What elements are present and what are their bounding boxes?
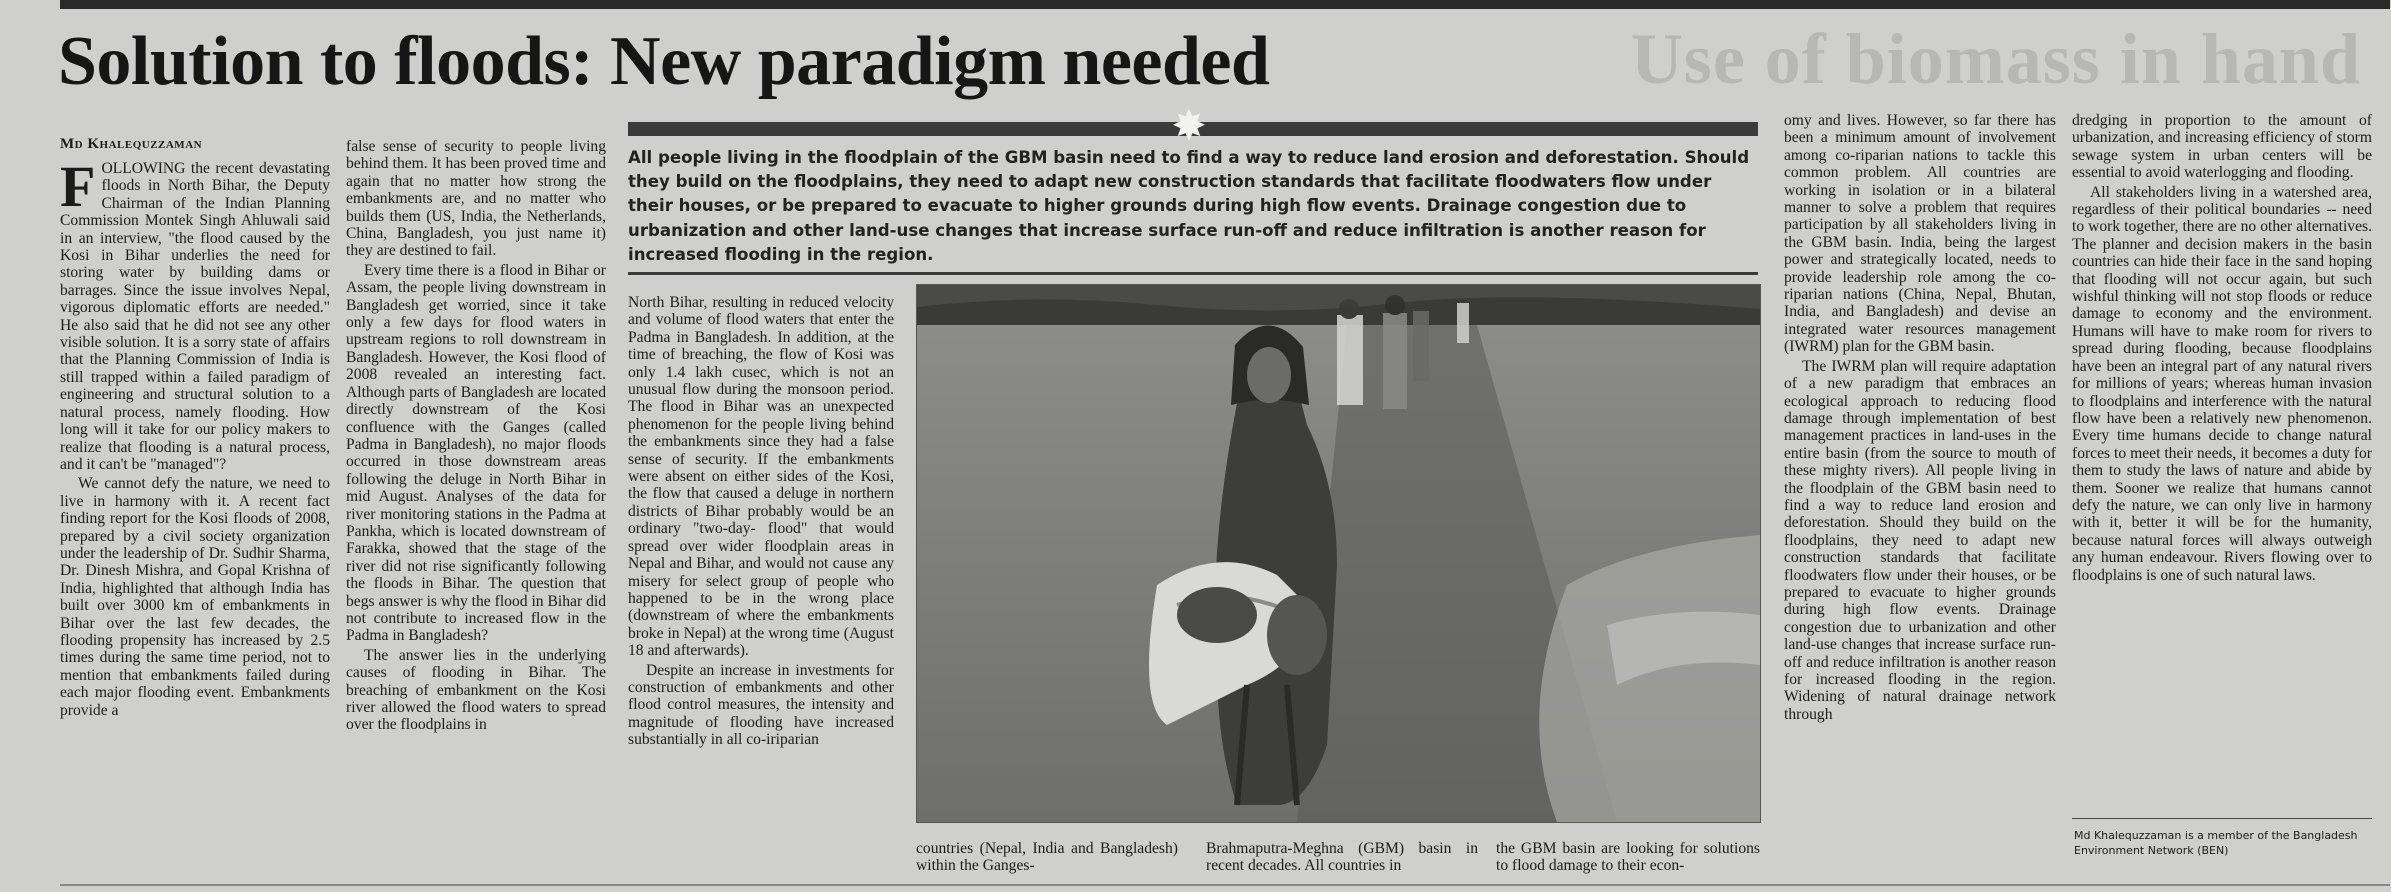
drop-cap: F [60, 160, 96, 219]
column-6-bottom [1496, 840, 1760, 884]
bleed-through-headline: Use of biomass in hand [1630, 19, 2361, 99]
column-4-bottom [916, 840, 1178, 884]
column-2 [346, 138, 606, 880]
paragraph: dredging in proportion to the amount of urbanization, and increasing efficiency of storm sewage system in urban centers will be essential to avoid waterlogging and flooding. [2072, 112, 2372, 182]
paragraph: countries (Nepal, India and Bangladesh) within the Ganges- [916, 840, 1178, 875]
byline: Md Khalequzzaman [60, 136, 203, 152]
column-7 [1784, 112, 2056, 884]
paragraph: false sense of security to people living behind them. It has been proved time and again that no matter how strong the embankments are, and no matter who builds them (US, India, the Netherlands, China, Bangladesh, you just name it) they are destined to fail. [346, 138, 606, 260]
paragraph: Brahmaputra-Meghna (GBM) basin in recent decades. All countries in [1206, 840, 1478, 875]
author-note: Md Khalequzzaman is a member of the Bangladesh Environment Network (BEN) [2074, 829, 2358, 857]
paragraph: omy and lives. However, so far there has been a minimum amount of involvement among co-riparian nations to tackle this common problem. All countries are working in isolation or in a bilateral manner to solve a problem that requires participation by all stakeholders living in the GBM basin. India, being the largest power and strategically located, needs to provide leadership role among the co-riparian nations (China, Nepal, Bhutan, India, and Bangladesh) and devise an integrated water resources management (IWRM) plan for the GBM basin. [1784, 112, 2056, 356]
bottom-rule [60, 884, 2390, 886]
author-note-rule [2072, 818, 2372, 819]
paragraph: We cannot defy the nature, we need to live in harmony with it. A recent fact finding report for the Kosi floods of 2008, prepared by a civil society organization under the leadership of Dr. Sudhir Sharma, Dr. Dinesh Mishra, and Gopal Krishna of India, highlighted that although India has built over 3000 km of embankments in Bihar over the last few decades, the flooding propensity has increased by 2.5 times during the same time period, not to mention that embankments failed during each major flooding event. Embankments provide a [60, 475, 330, 719]
article-headline: Solution to floods: New paradigm needed [58, 23, 1270, 100]
paragraph: FOLLOWING the recent devastating floods in North Bihar, the Deputy Chairman of the Indian Planning Commission Montek Singh Ahluwali said in an interview, "the flood caused by the Kosi in Bihar underlies the need for storing water by building dams or barrages. Since the issue involves Nepal, vigorous diplomatic efforts are needed." He also said that he did not see any other visible solution. It is a sorry state of affairs that the Planning Commission of India is still trapped within a failed paradigm of engineering and structural solution to a natural process, namely flooding. How long will it take for our policy makers to realize that flooding is a natural process, and it can't be "managed"? [60, 160, 330, 473]
paragraph: All stakeholders living in a watershed area, regardless of their political boundaries -- need to work together, there are no other alternatives. The planner and decision makers in the basin countries can hide their face in the sand hoping that flooding will not occur again, but such wishful thinking will not stop floods or reduce damage to economy and the environment. Humans will have to make room for rivers to spread during flooding, because floodplains have been an integral part of any natural rivers for millions of years; whereas human invasion to floodplains and interference with the natural flow have been a relatively new phenomenon. Every time humans decide to change natural forces to meet their needs, it becomes a duty for them to study the laws of nature and abide by them. Sooner we realize that humans cannot defy the nature, we can only live in harmony with it, better it will be for the humanity, because natural forces will always outweigh any human endeavour. Rivers flowing over to floodplains is one of such natural laws. [2072, 183, 2372, 584]
paragraph: North Bihar, resulting in reduced velocity and volume of flood waters that enter the Padma in Bangladesh. In addition, at the time of breaching, the flow of Kosi was only 1.4 lakh cusec, which is not an unusual flow during the monsoon period. The flood in Bihar was an unexpected phenomenon for the people living behind the embankments since they had a false sense of security. If the embankments were absent on either sides of the Kosi, the flow that caused a deluge in northern districts of Bihar probably would be an ordinary "two-day- flood" that would spread over wider floodplain areas in Nepal and Bihar, and would not cause any misery for select group of people who happened to be in the wrong place (downstream of where the embankments broke in Nepal) at the wrong time (August 18 and afterwards). [628, 294, 894, 660]
paragraph: The answer lies in the underlying causes of flooding in Bihar. The breaching of embankment on the Kosi river allowed the flood waters to spread over the floodplains in [346, 646, 606, 734]
starburst-icon: ✸ [1171, 104, 1207, 150]
paragraph: Every time there is a flood in Bihar or Assam, the people living downstream in Bangladesh get worried, since it take only a few days for flood waters in upstream regions to roll downstream in Bangladesh. However, the Kosi flood of 2008 revealed an interesting fact. Although parts of Bangladesh are located directly downstream of the Kosi confluence with the Ganges (called Padma in Bangladesh), no major floods occurred in those downstream areas following the deluge in North Bihar in mid August. Analyses of the data for river monitoring stations in the Padma at Pankha, which is located downstream of Farakka, showed that the stage of the river did not rise significantly following the floods in Bihar. The question that begs answer is why the flood in Bihar did not contribute to increased flow in the Padma in Bangladesh? [346, 261, 606, 645]
pull-quote-rule [628, 272, 1758, 275]
column-3 [628, 294, 894, 884]
pull-quote: All people living in the floodplain of the GBM basin need to find a way to reduce land erosion and deforestation. Should they build on the floodplains, they need to adapt new construction standards that facilitate floodwaters flow under their houses, or be prepared to evacuate to higher grounds during high flow events. Drainage congestion due to urbanization and other land-use changes that increase surface run-off and reduce infiltration is another reason for increased flooding in the region. [628, 148, 1750, 264]
paragraph: The IWRM plan will require adaptation of a new paradigm that embraces an ecological approach to reducing flood damage through implementation of best management practices in land-uses in the entire basin (from the source to mouth of these mighty rivers). All people living in the floodplain of the GBM basin need to find a way to reduce land erosion and deforestation. Should they build on the floodplains, they need to adapt new construction standards that facilitate floodwaters flow under their houses, or be prepared to evacuate to higher grounds during high flow events. Drainage congestion due to urbanization and other land-use changes that increase surface run-off and reduce infiltration is another reason for increased flooding in the region. Widening of natural drainage network through [1784, 357, 2056, 723]
paragraph: Despite an increase in investments for construction of embankments and other flood control measures, the intensity and magnitude of flooding have increased substantially in all co-iriparian [628, 661, 894, 749]
flood-photo [916, 284, 1761, 823]
top-rule [60, 0, 2390, 9]
column-8 [2072, 112, 2372, 814]
column-5-bottom [1206, 840, 1478, 884]
paragraph: the GBM basin are looking for solutions to flood damage to their econ- [1496, 840, 1760, 875]
column-1 [60, 160, 330, 880]
flood-scene-image [917, 285, 1760, 822]
